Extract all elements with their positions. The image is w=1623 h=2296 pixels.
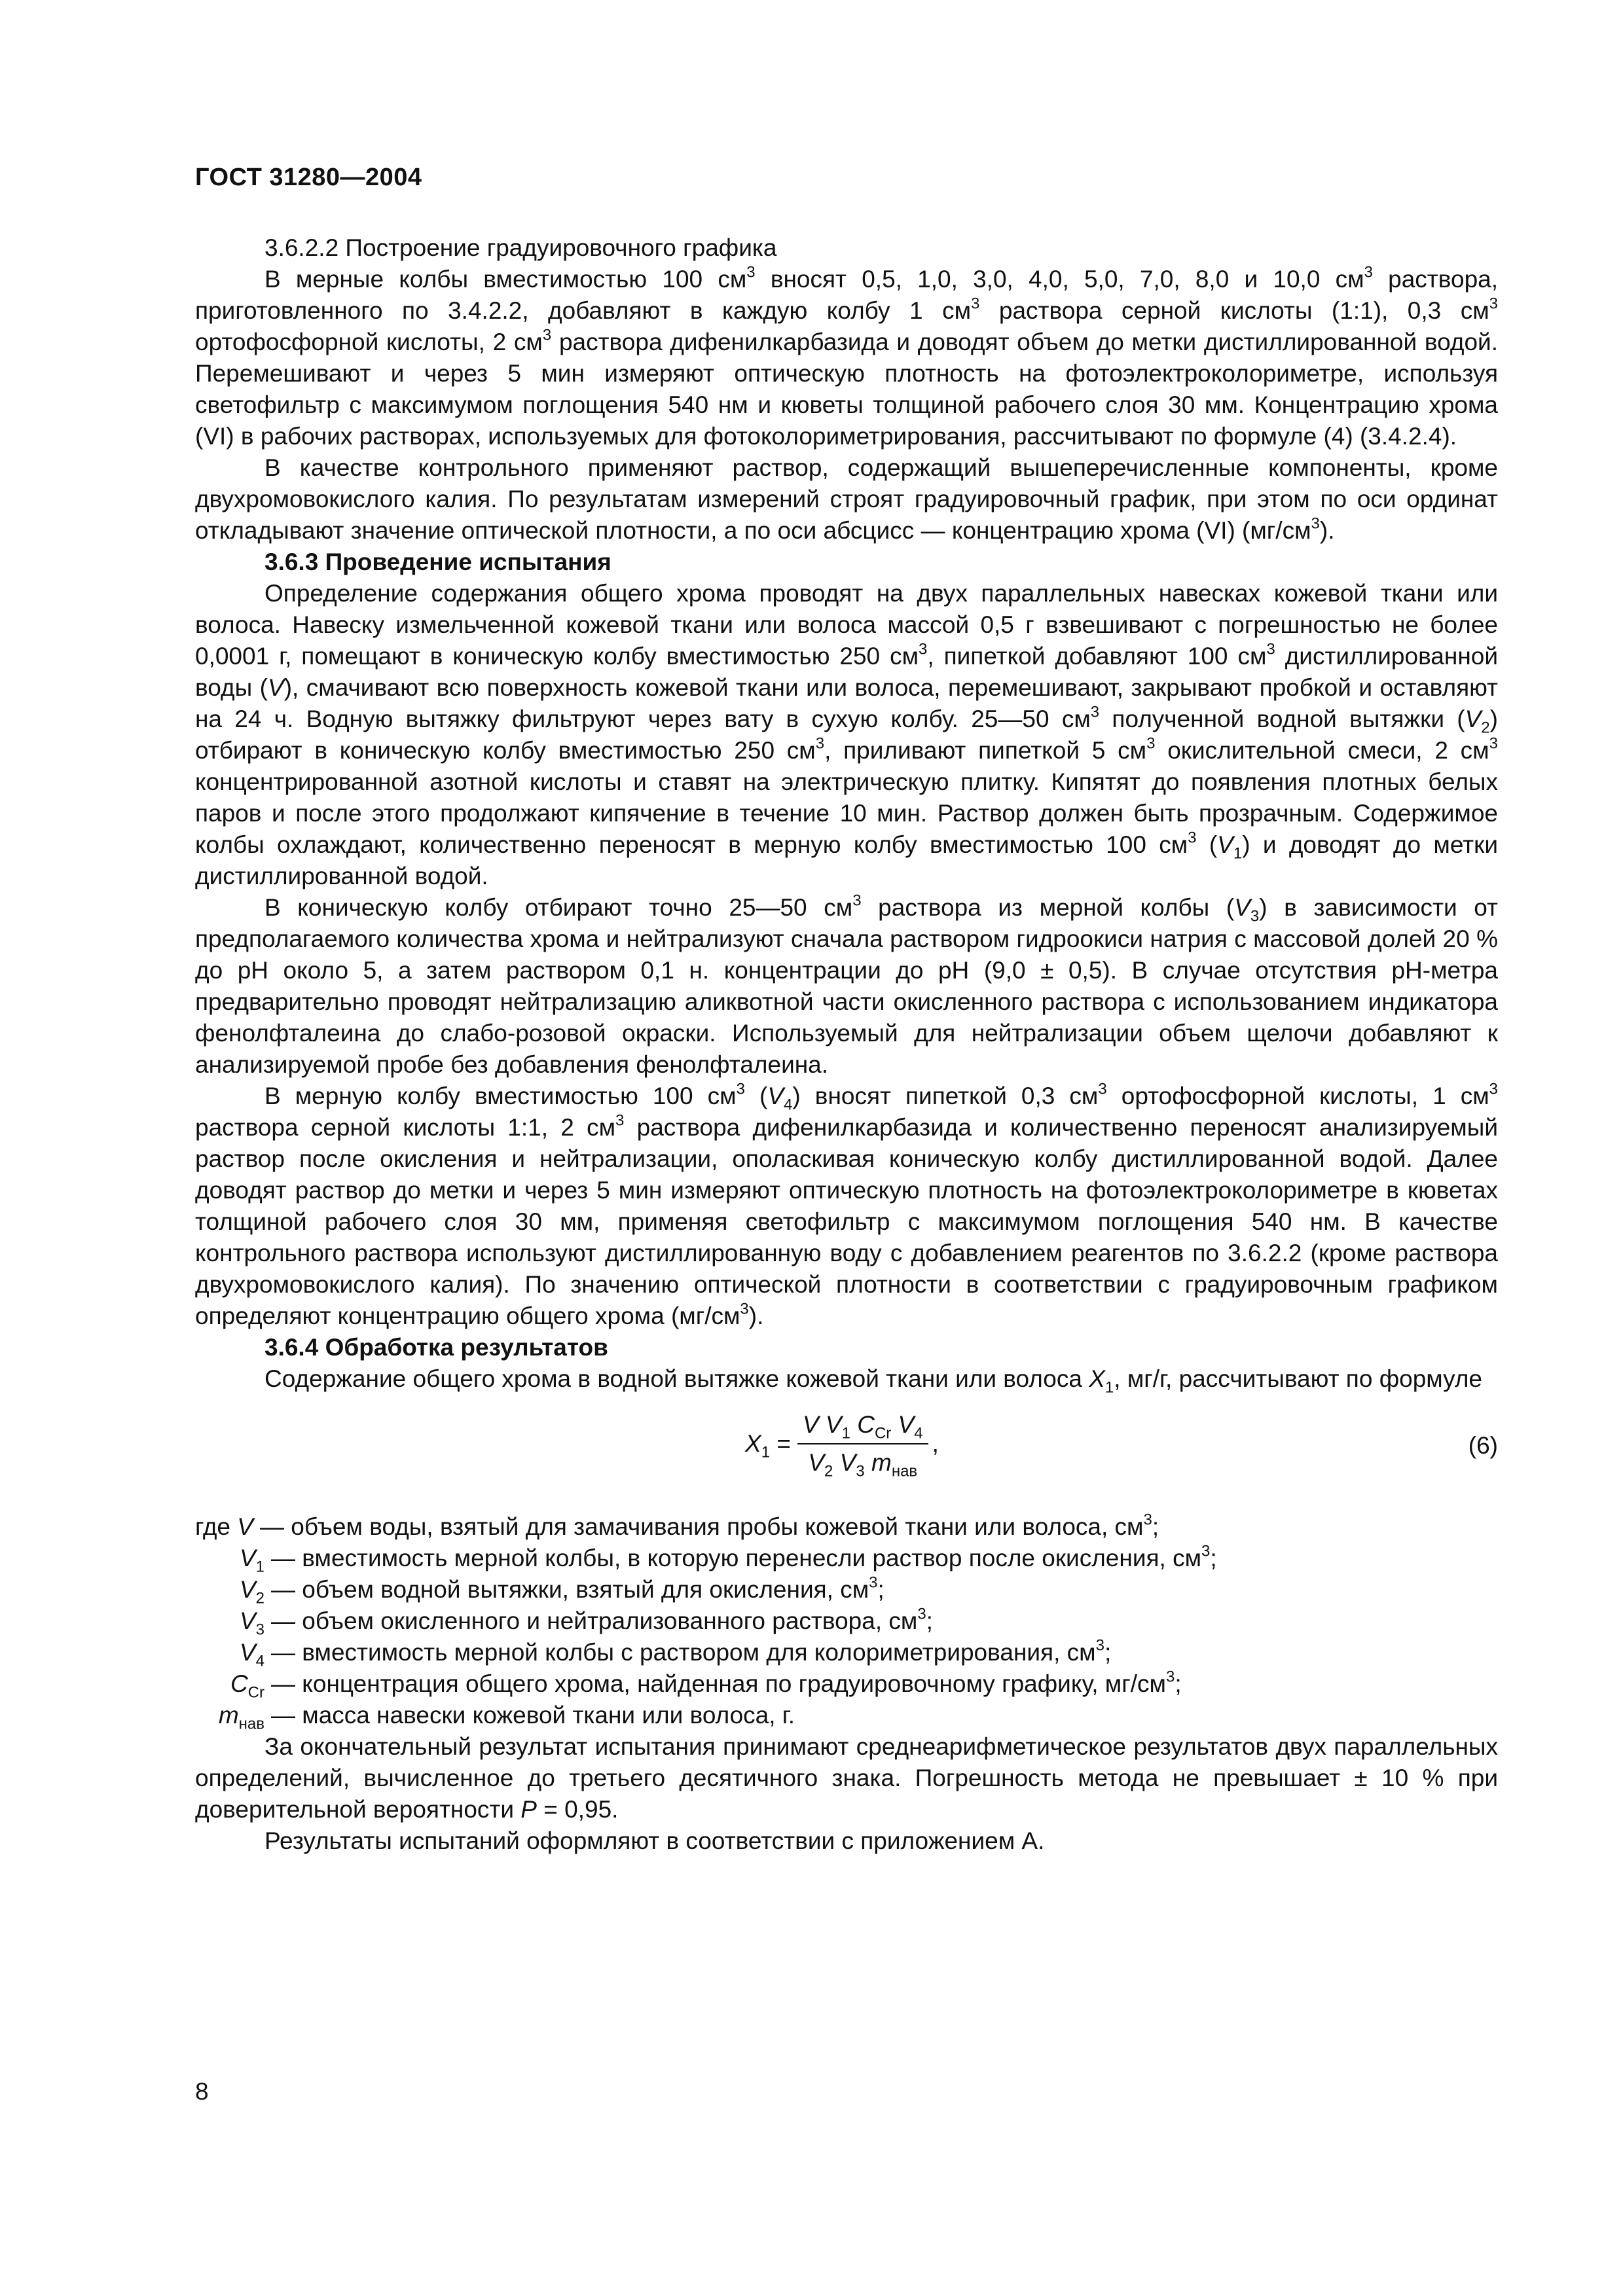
definition-text: — концентрация общего хрома, найденная по градуировочному графику, $мг/см^3$; [271,1668,1182,1697]
definition-symbol: $V_4$ [239,1639,264,1670]
definition-symbol: $V_2$ [239,1576,264,1607]
definition-row [195,1668,1498,1700]
formula-fraction [797,1409,928,1479]
paragraph-final-result: За окончательный результат испытания принимают среднеарифметическое результатов двух параллельных определений, вычисленное до третьего десятичного знака. Погрешность метода не превышает ± 10 % при доверительной вероятности P = 0,95. [195,1733,1498,1823]
definition-row [195,1511,1498,1543]
variable-definitions [195,1511,1498,1731]
definition-row [195,1605,1498,1637]
definition-text: — вместимость мерной колбы, в которую перенесли раствор после окисления, $см^3$; [271,1542,1217,1571]
formula-numerator: V $V_1$ $C_{Cr}$ $V_4$ [797,1409,928,1444]
paragraph-results-annex: Результаты испытаний оформляют в соответствии с приложением А. [264,1827,1045,1854]
definition-text: — объем воды, взятый для замачивания пробы кожевой ткани или волоса, $см^3$; [259,1511,1159,1540]
section-heading-3-6-3: 3.6.3 Проведение испытания [264,548,611,575]
definition-symbol: $V_3$ [239,1607,264,1639]
paragraph-test-procedure: Определение содержания общего хрома проводят на двух параллельных навесках кожевой ткани или волоса. Навеску измельченной кожевой ткани или волоса массой 0,5 г взвешивают с погрешностью не более 0,0001 г, помещают в коническую колбу вместимостью 250 $см^3$, пипеткой добавляют 100 $см^3$ дистиллированной воды (V), смачивают всю поверхность кожевой ткани или волоса, перемешивают, закрывают пробкой и оставляют на 24 ч. Водную вытяжку фильтруют через вату в сухую колбу. 25—50 $см^3$ полученной водной вытяжки $(V_2)$ отбирают в коническую колбу вместимостью 250 $см^3$, приливают пипеткой 5 $см^3$ окислительной смеси, 2 $см^3$ концентрированной азотной кислоты и ставят на электрическую плитку. Кипятят до появления плотных белых паров и после этого продолжают кипячение в течение 10 мин. Раствор должен быть прозрачным. Содержимое колбы охлаждают, количественно переносят в мерную колбу вместимостью 100 $см^3$ $(V_1)$ и доводят до метки дистиллированной водой. [195,580,1498,889]
definition-text: — объем окисленного и нейтрализованного раствора, $см^3$; [271,1605,933,1634]
paragraph-control-solution: В качестве контрольного применяют раствор, содержащий вышеперечисленные компоненты, кроме двухромовокислого калия. По результатам измерений строят градуировочный график, при этом по оси ординат откладывают значение оптической плотности, а по оси абсцисс — концентрацию хрома (VI) $(мг/см^3)$. [195,454,1498,544]
paragraph-measurement: В мерную колбу вместимостью 100 $см^3$ $(V_4)$ вносят пипеткой 0,3 $см^3$ ортофосфорной кислоты, 1 $см^3$ раствора серной кислоты 1:1, 2 $см^3$ раствора дифенилкарбазида и количественно переносят анализируемый раствор после окисления и нейтрализации, ополаскивая коническую колбу дистиллированной водой. Далее доводят раствор до метки и через 5 мин измеряют оптическую плотность на фотоэлектроколориметре в кюветах толщиной рабочего слоя 30 мм, применяя светофильтр с максимумом поглощения 540 нм. В качестве контрольного раствора используют дистиллированную воду с добавлением реагентов по 3.6.2.2 (кроме раствора двухромовокислого калия). По значению оптической плотности в соответствии с градуировочным графиком определяют концентрацию общего хрома $(мг/см^3)$. [195,1080,1499,1329]
formula-lhs: $X_1$ = [745,1430,791,1462]
document-body [195,232,1498,1857]
definition-row [195,1700,1498,1731]
formula-expression [745,1409,939,1479]
definition-row [195,1543,1498,1574]
paragraph-formula-intro: Содержание общего хрома в водной вытяжке кожевой ткани или волоса $X_1$, мг/г, рассчитывают по формуле [264,1365,1482,1397]
section-heading-3-6-4: 3.6.4 Обработка результатов [264,1334,608,1361]
definition-text: — вместимость мерной колбы с раствором для колориметрирования, $см^3$; [271,1636,1112,1666]
definition-symbol: $m_{нав}$ [218,1702,264,1733]
formula-6 [195,1401,1498,1499]
definition-row [195,1574,1498,1605]
formula-trailing-comma: , [932,1430,939,1457]
formula-number: (6) [1468,1432,1498,1459]
page-number: 8 [195,2078,209,2105]
paragraph-neutralization: В коническую колбу отбирают точно 25—50 $см^3$ раствора из мерной колбы $(V_3)$ в зависимости от предполагаемого количества хрома и нейтрализуют сначала раствором гидроокиси натрия с массовой долей 20 % до pH около 5, а затем раствором 0,1 н. концентрации до pH (9,0 ± 0,5). В случае отсутствия pH-метра предварительно проводят нейтрализацию аликвотной части окисленного раствора с использованием индикатора фенолфталеина до слабо-розовой окраски. Используемый для нейтрализации объем щелочи добавляют к анализируемой пробе без добавления фенолфталеина. [195,891,1498,1078]
formula-denominator: $V_2$ $V_3$ $m_{нав}$ [808,1449,918,1480]
section-heading-3-6-2-2: 3.6.2.2 Построение градуировочного графика [264,234,777,261]
definition-symbol: где V [195,1513,253,1540]
definition-text: — объем водной вытяжки, взятый для окисления, $см^3$; [271,1573,884,1603]
definition-row [195,1637,1498,1668]
definition-symbol: $V_1$ [239,1545,264,1576]
definition-symbol: $C_{Cr}$ [230,1670,264,1702]
paragraph-calibration: В мерные колбы вместимостью 100 $см^3$ вносят 0,5, 1,0, 3,0, 4,0, 5,0, 7,0, 8,0 и 10,0 $см^3$ раствора, приготовленного по 3.4.2.2, добавляют в каждую колбу 1 $см^3$ раствора серной кислоты (1:1), 0,3 $см^3$ ортофосфорной кислоты, 2 $см^3$ раствора дифенилкарбазида и доводят объем до метки дистиллированной водой. Перемешивают и через 5 мин измеряют оптическую плотность на фотоэлектроколориметре, используя светофильтр с максимумом поглощения 540 нм и кюветы толщиной рабочего слоя 30 мм. Концентрацию хрома (VI) в рабочих растворах, используемых для фотоколориметрирования, рассчитывают по формуле (4) (3.4.2.4). [195,263,1499,450]
document-header: ГОСТ 31280—2004 [195,164,422,191]
definition-text: — масса навески кожевой ткани или волоса, г. [271,1702,795,1729]
